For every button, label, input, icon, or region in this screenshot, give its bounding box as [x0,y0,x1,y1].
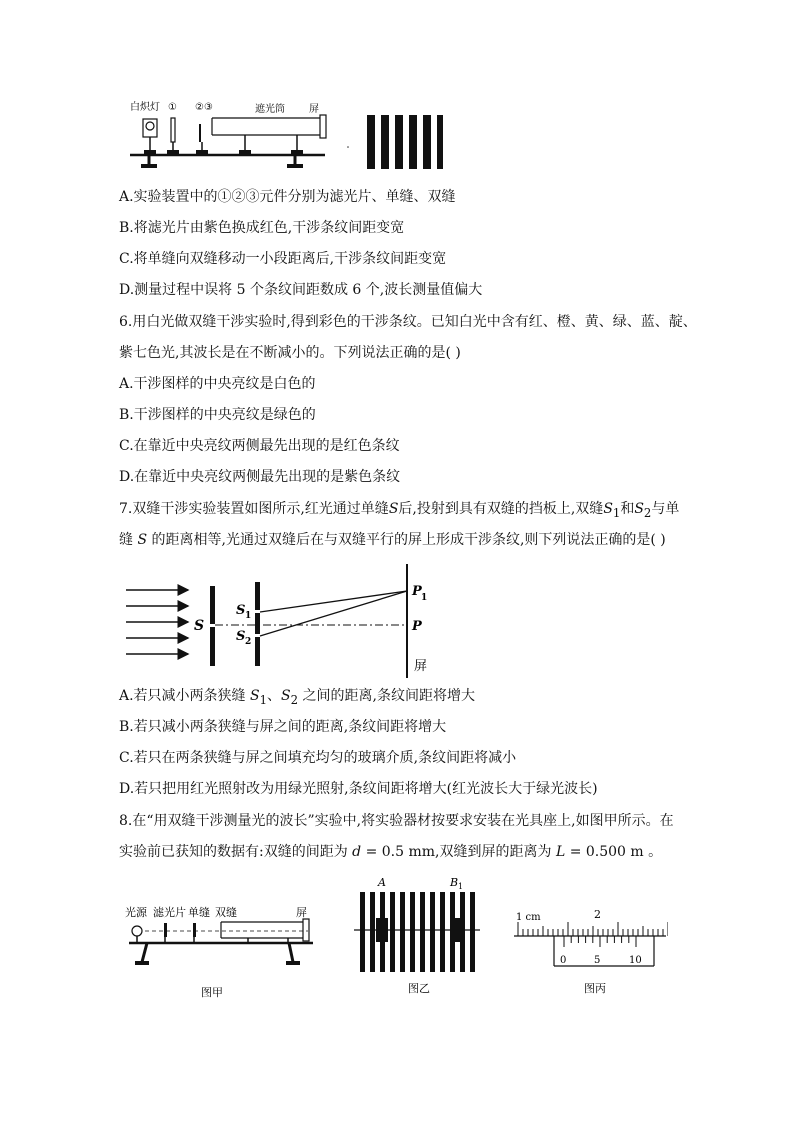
filter-label: 滤光片 [153,906,186,919]
apparatus-figure [125,98,340,180]
q8-stem-line1: 8.在“用双缝干涉测量光的波长”实验中,将实验器材按要求安装在光具座上,如图甲所示。在 [119,813,674,829]
q5-option-c: C.将单缝向双缝移动一小段距离后,干涉条纹间距变宽 [119,251,447,267]
q6-option-a: A.干涉图样的中央亮纹是白色的 [119,376,316,392]
cm-label: 1 cm [516,912,541,923]
fringe-stripe [410,892,415,972]
figure-yi [352,876,486,996]
double-slit-figure [124,560,444,682]
q7-option-b: B.若只减小两条狭缝与屏之间的距离,条纹间距将增大 [119,719,447,735]
point-p1-sub: 1 [421,593,428,603]
q7-option-a: A.若只减小两条狭缝 $S_1$、$S_2$ 之间的距离,条纹间距将增大 [119,688,475,707]
single-slit-label: 单缝 [188,906,210,919]
figure-yi-caption: 图乙 [408,982,430,995]
q5-option-a: A.实验装置中的①②③元件分别为滤光片、单缝、双缝 [119,189,456,205]
q7-option-d: D.若只把用红光照射改为用绿光照射,条纹间距将增大(红光波长大于绿光波长) [119,781,598,797]
fringe-stripe [370,892,375,972]
fringe-stripe [390,892,395,972]
point-p1-label: P [412,584,422,599]
fringe-stripe [430,892,435,972]
double-slit-label: 双缝 [215,906,237,919]
slit-s2-sub: 2 [245,637,252,647]
point-p-label: P [412,619,422,634]
fringe-stripe [470,892,475,972]
q6-stem-line2: 紫七色光,其波长是在不断减小的。下列说法正确的是( ) [119,345,461,361]
mark-b-label: B [450,876,459,889]
slit-s1-sub: 1 [245,611,252,621]
single-slit-label: S [194,618,205,634]
component-1-label: ① [168,102,177,113]
q5-option-d: D.测量过程中误将 5 个条纹间距数成 6 个,波长测量值偏大 [119,282,483,298]
screen-label: 屏 [414,659,428,674]
vernier-5-label: 5 [594,955,601,966]
q6-option-c: C.在靠近中央亮纹两侧最先出现的是红色条纹 [119,438,400,454]
q8-stem-line2: 实验前已获知的数据有:双缝的间距为 d = 0.5 mm,双缝到屏的距离为 L = 0.500 m 。 [119,844,663,860]
slit-s2-label: S [236,629,246,644]
fringe-stripe [400,892,405,972]
fringe-stripe [420,892,425,972]
q6-stem-line1: 6.用白光做双缝干涉实验时,得到彩色的干涉条纹。已知白光中含有红、橙、黄、绿、蓝、靛、 [119,314,697,330]
q5-option-b: B.将滤光片由紫色换成红色,干涉条纹间距变宽 [119,220,405,236]
q6-option-d: D.在靠近中央亮纹两侧最先出现的是紫色条纹 [119,469,401,485]
component-23-label: ②③ [195,102,213,113]
q7-stem-line1: 7.双缝干涉实验装置如图所示,红光通过单缝S后,投射到具有双缝的挡板上,双缝$S_1$和$S_2$与单 [119,501,680,520]
fringe-stripe [360,892,365,972]
fringe-stripe [440,892,445,972]
figure-jia [123,898,323,1004]
figure-bing-caption: 图丙 [584,982,606,995]
q6-option-b: B.干涉图样的中央亮纹是绿色的 [119,407,316,423]
main-scale-2-label: 2 [594,908,601,921]
screen-label: 屏 [309,104,319,115]
lamp-label: 白炽灯 [130,102,160,113]
tube-label: 遮光筒 [255,104,285,115]
slit-s1-label: S [236,603,246,618]
mark-a-label: A [378,876,386,889]
q7-stem-line2: 缝 S 的距离相等,光通过双缝后在与双缝平行的屏上形成干涉条纹,则下列说法正确的是( ) [119,532,666,548]
fringe-pattern-figure [345,113,445,171]
vernier-0-label: 0 [560,955,567,966]
mark-b-sub: 1 [458,882,464,891]
q7-option-c: C.若只在两条狭缝与屏之间填充均匀的玻璃介质,条纹间距将减小 [119,750,517,766]
vernier-10-label: 10 [629,955,642,966]
screen-label: 屏 [296,906,307,919]
figure-jia-caption: 图甲 [201,986,223,999]
source-label: 光源 [125,906,147,919]
figure-bing [508,900,668,1000]
